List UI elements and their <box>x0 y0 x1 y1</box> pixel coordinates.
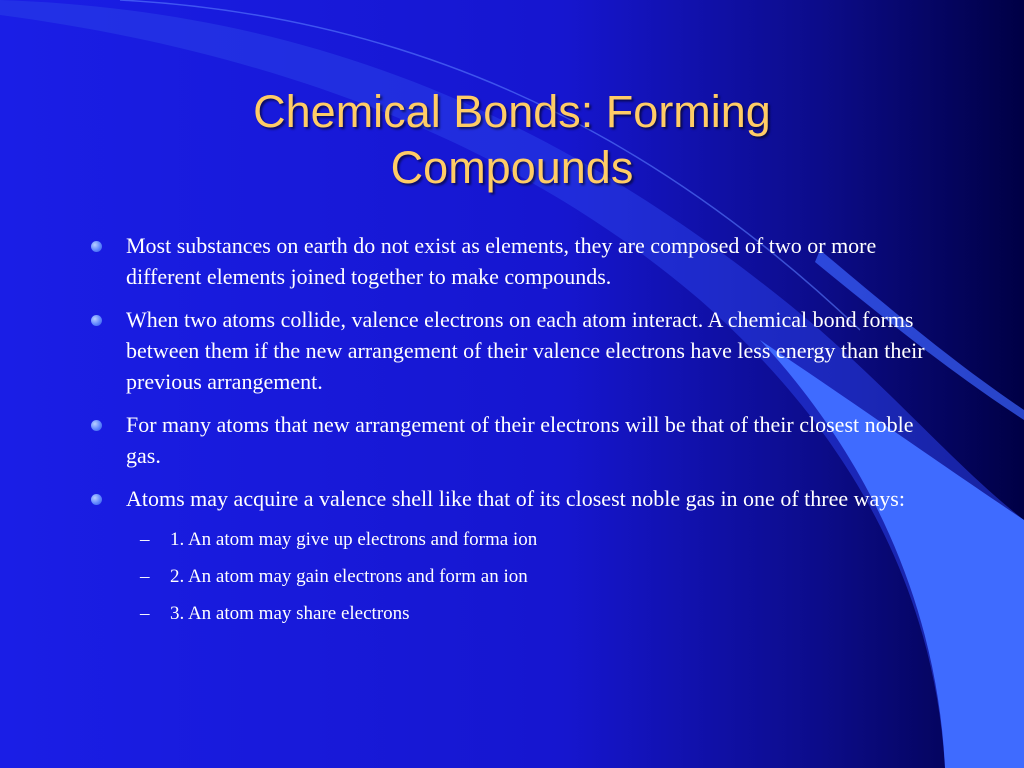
slide-title: Chemical Bonds: Forming Compounds <box>253 86 771 193</box>
sub-bullet-list <box>126 528 948 626</box>
bullet-dot-icon <box>91 315 102 326</box>
dash-marker: – <box>140 566 150 587</box>
dash-marker: – <box>140 603 150 624</box>
sub-bullet-text: 3. An atom may share electrons <box>170 603 410 624</box>
bullet-item <box>88 483 948 626</box>
bullet-text: When two atoms collide, valence electrons on each atom interact. A chemical bond forms between them if the new arrangement of their valence electrons have less energy than their previous arrangement. <box>126 307 925 394</box>
bullet-text: Atoms may acquire a valence shell like that of its closest noble gas in one of three ways: <box>126 486 905 511</box>
dash-marker: – <box>140 529 150 550</box>
bullet-item <box>88 230 948 292</box>
sub-bullet-item <box>126 528 948 552</box>
sub-bullet-item <box>126 602 948 626</box>
bullet-dot-icon <box>91 420 102 431</box>
bullet-item <box>88 409 948 471</box>
bullet-item <box>88 304 948 397</box>
bullet-text: For many atoms that new arrangement of their electrons will be that of their closest noble gas. <box>126 412 914 468</box>
bullet-list <box>88 230 948 639</box>
sub-bullet-item <box>126 565 948 589</box>
bullet-text: Most substances on earth do not exist as elements, they are composed of two or more different elements joined together to make compounds. <box>126 233 877 289</box>
sub-bullet-text: 2. An atom may gain electrons and form an ion <box>170 566 528 587</box>
bullet-dot-icon <box>91 241 102 252</box>
sub-bullet-text: 1. An atom may give up electrons and forma ion <box>170 529 538 550</box>
bullet-dot-icon <box>91 494 102 505</box>
